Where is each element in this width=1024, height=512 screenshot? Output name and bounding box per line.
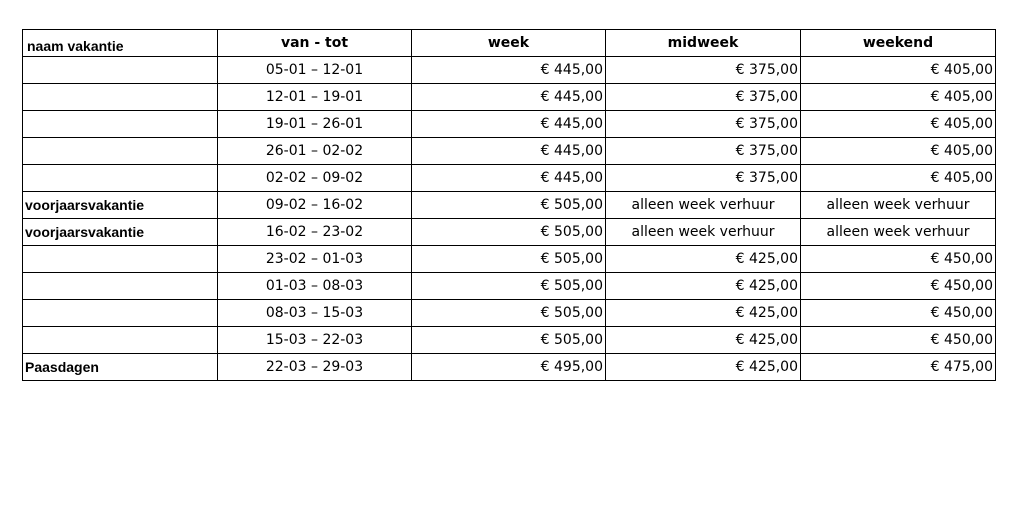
header-dates: van - tot: [218, 30, 412, 57]
cell-week-price: € 505,00: [412, 327, 606, 354]
cell-date-range: 23-02 – 01-03: [218, 246, 412, 273]
cell-midweek-price: € 375,00: [606, 57, 801, 84]
cell-date-range: 08-03 – 15-03: [218, 300, 412, 327]
table-row: [23, 138, 996, 165]
cell-weekend-price: € 405,00: [801, 57, 996, 84]
cell-weekend-price: alleen week verhuur: [801, 192, 996, 219]
cell-vacation-name: [23, 246, 218, 273]
cell-midweek-price: € 425,00: [606, 246, 801, 273]
header-week: week: [412, 30, 606, 57]
cell-vacation-name: voorjaarsvakantie: [23, 192, 218, 219]
table-row: [23, 219, 996, 246]
cell-vacation-name: voorjaarsvakantie: [23, 219, 218, 246]
cell-vacation-name: [23, 57, 218, 84]
cell-week-price: € 445,00: [412, 111, 606, 138]
cell-weekend-price: € 405,00: [801, 165, 996, 192]
cell-date-range: 12-01 – 19-01: [218, 84, 412, 111]
cell-midweek-price: alleen week verhuur: [606, 192, 801, 219]
cell-date-range: 22-03 – 29-03: [218, 354, 412, 381]
cell-midweek-price: € 375,00: [606, 165, 801, 192]
cell-weekend-price: € 450,00: [801, 273, 996, 300]
table-row: [23, 273, 996, 300]
cell-vacation-name: [23, 300, 218, 327]
table-row: [23, 300, 996, 327]
cell-week-price: € 505,00: [412, 273, 606, 300]
cell-weekend-price: € 450,00: [801, 246, 996, 273]
cell-midweek-price: € 375,00: [606, 84, 801, 111]
cell-week-price: € 505,00: [412, 219, 606, 246]
header-name: naam vakantie: [23, 30, 218, 57]
cell-midweek-price: € 425,00: [606, 273, 801, 300]
table-row: [23, 57, 996, 84]
cell-midweek-price: alleen week verhuur: [606, 219, 801, 246]
cell-date-range: 16-02 – 23-02: [218, 219, 412, 246]
header-midweek: midweek: [606, 30, 801, 57]
cell-midweek-price: € 375,00: [606, 138, 801, 165]
cell-weekend-price: € 450,00: [801, 327, 996, 354]
cell-weekend-price: € 405,00: [801, 111, 996, 138]
cell-week-price: € 505,00: [412, 300, 606, 327]
table-row: [23, 165, 996, 192]
cell-date-range: 02-02 – 09-02: [218, 165, 412, 192]
cell-weekend-price: € 405,00: [801, 84, 996, 111]
cell-weekend-price: € 405,00: [801, 138, 996, 165]
table-row: [23, 246, 996, 273]
cell-week-price: € 445,00: [412, 138, 606, 165]
cell-vacation-name: Paasdagen: [23, 354, 218, 381]
price-table: [22, 29, 996, 381]
cell-vacation-name: [23, 138, 218, 165]
table-header-row: [23, 30, 996, 57]
cell-weekend-price: alleen week verhuur: [801, 219, 996, 246]
table-row: [23, 84, 996, 111]
cell-date-range: 05-01 – 12-01: [218, 57, 412, 84]
cell-weekend-price: € 475,00: [801, 354, 996, 381]
cell-midweek-price: € 425,00: [606, 300, 801, 327]
cell-week-price: € 445,00: [412, 165, 606, 192]
table-row: [23, 111, 996, 138]
table-row: [23, 192, 996, 219]
cell-vacation-name: [23, 273, 218, 300]
cell-week-price: € 505,00: [412, 246, 606, 273]
cell-weekend-price: € 450,00: [801, 300, 996, 327]
header-weekend: weekend: [801, 30, 996, 57]
cell-midweek-price: € 425,00: [606, 327, 801, 354]
cell-week-price: € 495,00: [412, 354, 606, 381]
cell-vacation-name: [23, 327, 218, 354]
cell-date-range: 26-01 – 02-02: [218, 138, 412, 165]
cell-week-price: € 445,00: [412, 57, 606, 84]
cell-week-price: € 445,00: [412, 84, 606, 111]
cell-midweek-price: € 425,00: [606, 354, 801, 381]
table-row: [23, 327, 996, 354]
cell-date-range: 19-01 – 26-01: [218, 111, 412, 138]
cell-date-range: 15-03 – 22-03: [218, 327, 412, 354]
cell-midweek-price: € 375,00: [606, 111, 801, 138]
cell-date-range: 09-02 – 16-02: [218, 192, 412, 219]
cell-date-range: 01-03 – 08-03: [218, 273, 412, 300]
cell-week-price: € 505,00: [412, 192, 606, 219]
table-row: [23, 354, 996, 381]
cell-vacation-name: [23, 165, 218, 192]
cell-vacation-name: [23, 84, 218, 111]
cell-vacation-name: [23, 111, 218, 138]
